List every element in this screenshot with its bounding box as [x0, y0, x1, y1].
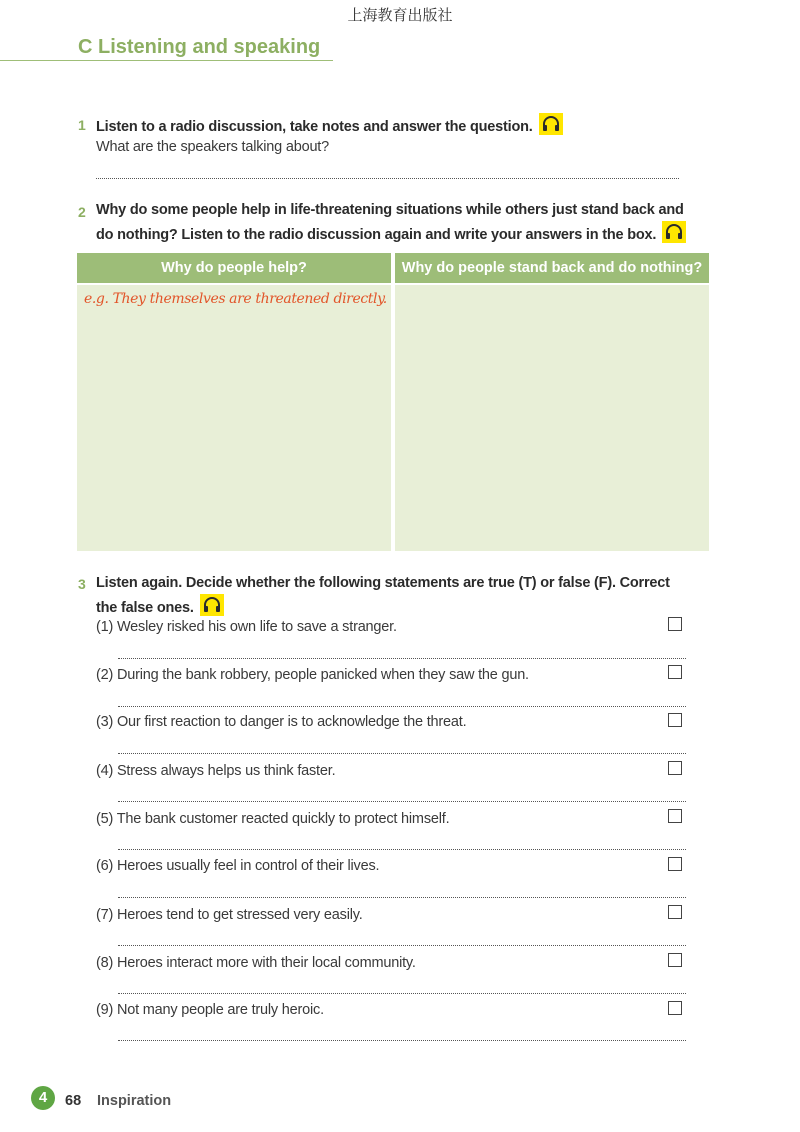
- exercise-3-instruction-line-1: Listen again. Decide whether the following statements are true (T) or false (F). Correct: [96, 575, 670, 591]
- book-title: Inspiration: [97, 1093, 172, 1109]
- true-false-checkbox[interactable]: [668, 1001, 682, 1015]
- headphones-icon[interactable]: [200, 594, 224, 616]
- statement-6: (6) Heroes usually feel in control of their lives.: [96, 858, 380, 874]
- section-title: C Listening and speaking: [78, 36, 321, 58]
- exercise-2-number: 2: [78, 204, 86, 220]
- answer-line[interactable]: [96, 178, 679, 179]
- exercise-1-question: What are the speakers talking about?: [96, 139, 329, 155]
- correction-line[interactable]: [118, 706, 686, 707]
- correction-line[interactable]: [118, 753, 686, 754]
- true-false-checkbox[interactable]: [668, 713, 682, 727]
- exercise-3-instruction-text: the false ones.: [96, 600, 194, 616]
- table-header-why-help: Why do people help?: [77, 253, 391, 283]
- statement-5: (5) The bank customer reacted quickly to protect himself.: [96, 811, 450, 827]
- true-false-checkbox[interactable]: [668, 905, 682, 919]
- true-false-checkbox[interactable]: [668, 809, 682, 823]
- headphones-icon[interactable]: [662, 221, 686, 243]
- section-divider: [0, 60, 333, 61]
- exercise-1-number: 1: [78, 117, 86, 133]
- true-false-checkbox[interactable]: [668, 665, 682, 679]
- table-header-why-stand-back: Why do people stand back and do nothing?: [395, 253, 709, 283]
- true-false-checkbox[interactable]: [668, 617, 682, 631]
- exercise-2-instruction-text: do nothing? Listen to the radio discussion again and write your answers in the box.: [96, 227, 657, 243]
- exercise-1-instruction-text: Listen to a radio discussion, take notes and answer the question.: [96, 119, 533, 135]
- publisher-header: 上海教育出版社: [347, 6, 453, 24]
- exercise-2-instruction-line-2: [96, 221, 686, 246]
- true-false-checkbox[interactable]: [668, 761, 682, 775]
- correction-line[interactable]: [118, 801, 686, 802]
- statement-2: (2) During the bank robbery, people panicked when they saw the gun.: [96, 667, 529, 683]
- exercise-1-instruction: [96, 113, 563, 138]
- statement-3: (3) Our first reaction to danger is to acknowledge the threat.: [96, 714, 467, 730]
- statement-7: (7) Heroes tend to get stressed very easily.: [96, 907, 363, 923]
- correction-line[interactable]: [118, 945, 686, 946]
- statement-9: (9) Not many people are truly heroic.: [96, 1002, 324, 1018]
- example-answer: e.g. They themselves are threatened directly.: [84, 291, 387, 307]
- exercise-3-instruction-line-2: [96, 594, 224, 619]
- true-false-checkbox[interactable]: [668, 953, 682, 967]
- correction-line[interactable]: [118, 658, 686, 659]
- exercise-3-number: 3: [78, 576, 86, 592]
- statement-1: (1) Wesley risked his own life to save a stranger.: [96, 619, 397, 635]
- correction-line[interactable]: [118, 897, 686, 898]
- statement-4: (4) Stress always helps us think faster.: [96, 763, 336, 779]
- table-cell-why-help[interactable]: [77, 285, 391, 551]
- table-cell-why-stand-back[interactable]: [395, 285, 709, 551]
- exercise-2-instruction-line-1: Why do some people help in life-threatening situations while others just stand back and: [96, 202, 684, 218]
- correction-line[interactable]: [118, 849, 686, 850]
- correction-line[interactable]: [118, 1040, 686, 1041]
- page-number: 68: [65, 1093, 82, 1109]
- unit-badge: 4: [31, 1086, 55, 1110]
- correction-line[interactable]: [118, 993, 686, 994]
- statement-8: (8) Heroes interact more with their local community.: [96, 955, 416, 971]
- headphones-icon[interactable]: [539, 113, 563, 135]
- true-false-checkbox[interactable]: [668, 857, 682, 871]
